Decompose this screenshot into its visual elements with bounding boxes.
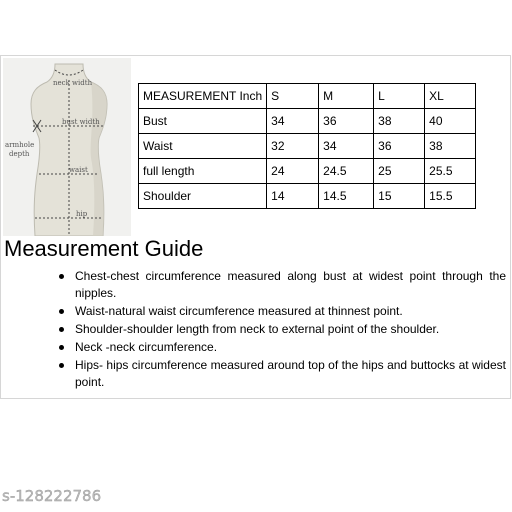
measurement-guide-title: Measurement Guide — [4, 236, 204, 261]
size-chart-table — [138, 83, 476, 209]
list-item: Hips- hips circumference measured around top of the hips and buttocks at widest point. — [57, 357, 506, 391]
dress-form-illustration — [3, 58, 131, 236]
list-item: Shoulder-shoulder length from neck to external point of the shoulder. — [57, 321, 506, 338]
table-cell: Bust — [139, 109, 267, 134]
table-cell: 36 — [319, 109, 374, 134]
table-cell: Waist — [139, 134, 267, 159]
table-cell: 25.5 — [425, 159, 476, 184]
neck-width-label: neck width — [53, 79, 93, 87]
table-cell: 34 — [267, 109, 319, 134]
list-item: Waist-natural waist circumference measured at thinnest point. — [57, 303, 506, 320]
table-cell: 38 — [374, 109, 425, 134]
table-header-cell: XL — [425, 84, 476, 109]
hip-label: hip — [76, 210, 88, 218]
table-row — [139, 184, 476, 209]
table-cell: 14.5 — [319, 184, 374, 209]
measurement-card — [0, 55, 511, 399]
table-row — [139, 109, 476, 134]
table-cell: 24.5 — [319, 159, 374, 184]
table-row — [139, 134, 476, 159]
table-cell: 14 — [267, 184, 319, 209]
table-header-cell: L — [374, 84, 425, 109]
product-sku-watermark: s-128222786 — [2, 487, 102, 505]
table-cell: 36 — [374, 134, 425, 159]
table-cell: Shoulder — [139, 184, 267, 209]
table-cell: 40 — [425, 109, 476, 134]
table-cell: 24 — [267, 159, 319, 184]
waist-label: waist — [69, 166, 88, 174]
table-cell: 15 — [374, 184, 425, 209]
measurement-guide-list — [57, 268, 506, 392]
table-header-cell: MEASUREMENT Inch — [139, 84, 267, 109]
armhole-label: armhole — [5, 141, 35, 149]
bust-width-label: bust width — [62, 118, 100, 126]
table-header-cell: M — [319, 84, 374, 109]
table-cell: 32 — [267, 134, 319, 159]
table-cell: 25 — [374, 159, 425, 184]
table-header-row — [139, 84, 476, 109]
table-row — [139, 159, 476, 184]
table-header-cell: S — [267, 84, 319, 109]
list-item: Neck -neck circumference. — [57, 339, 506, 356]
armhole-depth-label: depth — [9, 150, 30, 158]
list-item: Chest-chest circumference measured along bust at widest point through the nipples. — [57, 268, 506, 302]
table-cell: full length — [139, 159, 267, 184]
table-cell: 15.5 — [425, 184, 476, 209]
table-cell: 38 — [425, 134, 476, 159]
table-cell: 34 — [319, 134, 374, 159]
